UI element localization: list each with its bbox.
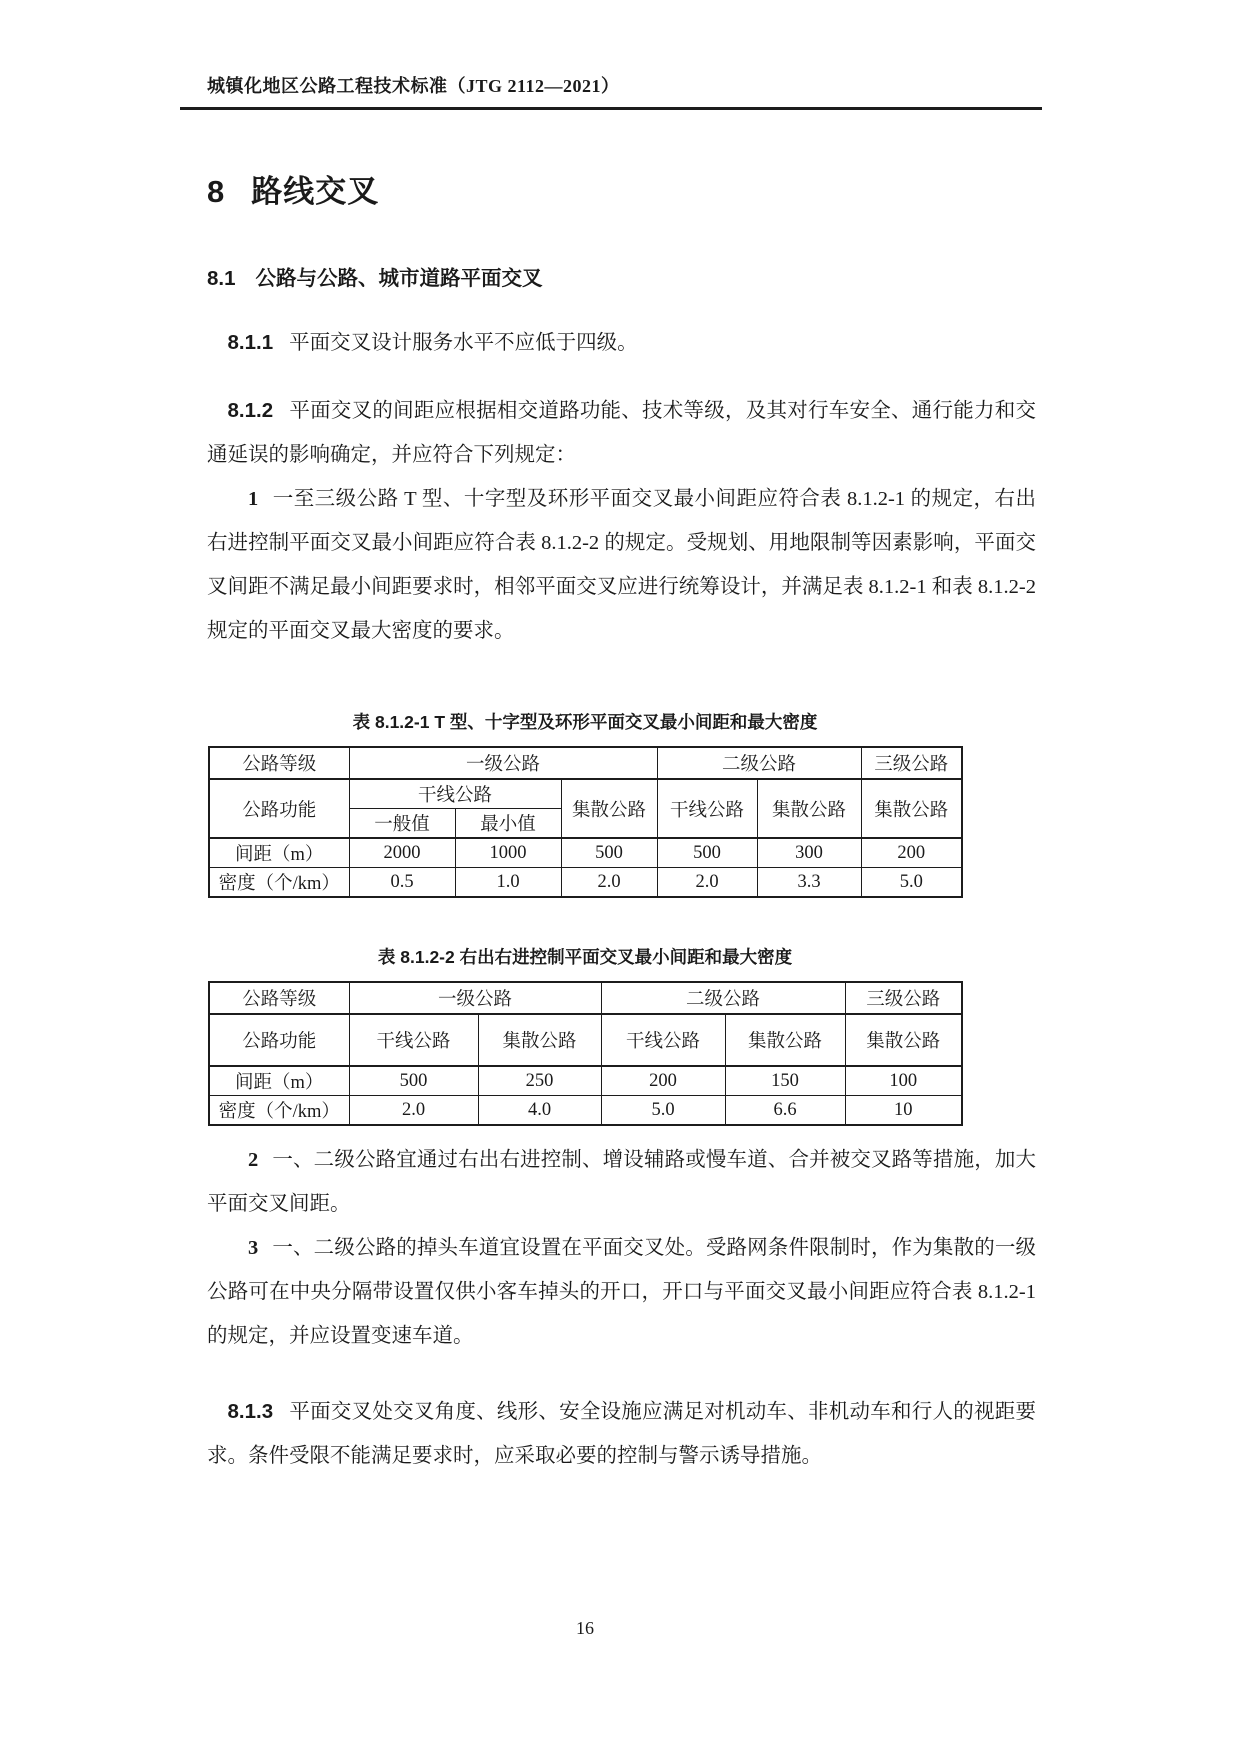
header-cell: 最小值 — [455, 809, 561, 839]
table-2-caption: 表 8.1.2-2 右出右进控制平面交叉最小间距和最大密度 — [377, 947, 793, 967]
clause-number: 8.1.2 — [227, 399, 274, 422]
header-cell: 公路功能 — [209, 1014, 349, 1066]
table-row-density — [209, 1096, 962, 1126]
table-1-caption: 表 8.1.2-1 T 型、十字型及环形平面交叉最小间距和最大密度 — [352, 712, 818, 732]
chapter-title — [180, 166, 1042, 211]
clause-8-1-3 — [180, 1390, 1036, 1478]
table-row-density — [209, 868, 962, 898]
header-cell: 集散公路 — [561, 779, 657, 838]
data-cell: 10 — [845, 1096, 962, 1126]
header-cell: 公路等级 — [209, 747, 349, 779]
header-cell: 干线公路 — [349, 1014, 478, 1066]
header-cell: 公路功能 — [209, 779, 349, 838]
item-text: 一至三级公路 T 型、十字型及环形平面交叉最小间距应符合表 8.1.2-1 的规定，右出右进控制平面交叉最小间距应符合表 8.1.2-2 的规定。受规划、用地限制等因素影响，平面交叉间距不满足最小间距要求时，相邻平面交叉应进行统筹设计，并满足表 8.1.2-1 和表 8.1.2-2 规定的平面交叉最大密度的要求。 — [207, 488, 1036, 642]
chapter-title-text: 路线交叉 — [251, 174, 380, 209]
header-cell: 集散公路 — [845, 1014, 962, 1066]
row-label-cell: 密度（个/km） — [209, 868, 349, 898]
clause-text: 平面交叉设计服务水平不应低于四级。 — [289, 332, 638, 354]
data-cell: 300 — [757, 838, 861, 868]
header-cell: 集散公路 — [757, 779, 861, 838]
row-label-cell: 间距（m） — [209, 1066, 349, 1096]
page-content — [180, 0, 1042, 1478]
data-cell: 2.0 — [657, 868, 757, 898]
data-cell: 3.3 — [757, 868, 861, 898]
data-cell: 2.0 — [349, 1096, 478, 1126]
list-item-2 — [180, 1138, 1036, 1226]
header-cell: 三级公路 — [861, 747, 962, 779]
data-cell: 1.0 — [455, 868, 561, 898]
header-cell: 公路等级 — [209, 982, 349, 1014]
data-cell: 500 — [349, 1066, 478, 1096]
data-cell: 250 — [478, 1066, 601, 1096]
data-cell: 2000 — [349, 838, 455, 868]
list-item-1 — [180, 477, 1036, 653]
table-row-grade — [209, 982, 962, 1014]
header-title: 城镇化地区公路工程技术标准（JTG 2112—2021） — [207, 76, 620, 96]
table-8-1-2-2 — [208, 981, 963, 1126]
header-cell: 二级公路 — [601, 982, 845, 1014]
data-cell: 6.6 — [725, 1096, 845, 1126]
section-heading — [180, 261, 1042, 291]
row-label-cell: 密度（个/km） — [209, 1096, 349, 1126]
clause-8-1-2 — [180, 389, 1036, 477]
table-8-1-2-1 — [208, 746, 963, 898]
header-cell: 干线公路 — [657, 779, 757, 838]
table-row-spacing — [209, 1066, 962, 1096]
clause-number: 8.1.3 — [227, 1400, 274, 1423]
data-cell: 500 — [657, 838, 757, 868]
clause-number: 8.1.1 — [227, 331, 274, 354]
data-cell: 100 — [845, 1066, 962, 1096]
clause-text: 平面交叉的间距应根据相交道路功能、技术等级，及其对行车安全、通行能力和交通延误的影响确定，并应符合下列规定： — [207, 400, 1036, 466]
table-row-function — [209, 1014, 962, 1066]
header-cell: 集散公路 — [725, 1014, 845, 1066]
data-cell: 500 — [561, 838, 657, 868]
data-cell: 5.0 — [601, 1096, 725, 1126]
clause-text: 平面交叉处交叉角度、线形、安全设施应满足对机动车、非机动车和行人的视距要求。条件受限不能满足要求时，应采取必要的控制与警示诱导措施。 — [207, 1401, 1036, 1467]
clause-8-1-1 — [180, 321, 1036, 365]
section-number: 8.1 — [207, 267, 236, 290]
table-row-spacing — [209, 838, 962, 868]
header-cell: 干线公路 — [349, 779, 561, 809]
data-cell: 1000 — [455, 838, 561, 868]
data-cell: 0.5 — [349, 868, 455, 898]
header-cell: 一般值 — [349, 809, 455, 839]
table-row-grade — [209, 747, 962, 779]
page-number: 16 — [576, 1618, 594, 1638]
item-number: 3 — [248, 1237, 259, 1259]
header-cell: 干线公路 — [601, 1014, 725, 1066]
header-cell: 一级公路 — [349, 747, 657, 779]
header-cell: 集散公路 — [478, 1014, 601, 1066]
data-cell: 200 — [601, 1066, 725, 1096]
header-cell: 一级公路 — [349, 982, 601, 1014]
data-cell: 150 — [725, 1066, 845, 1096]
item-text: 一、二级公路宜通过右出右进控制、增设辅路或慢车道、合并被交叉路等措施，加大平面交叉间距。 — [207, 1149, 1036, 1215]
header-cell: 二级公路 — [657, 747, 861, 779]
header-cell: 三级公路 — [845, 982, 962, 1014]
list-item-3 — [180, 1226, 1036, 1358]
item-number: 1 — [248, 488, 259, 510]
row-label-cell: 间距（m） — [209, 838, 349, 868]
data-cell: 200 — [861, 838, 962, 868]
item-text: 一、二级公路的掉头车道宜设置在平面交叉处。受路网条件限制时，作为集散的一级公路可在中央分隔带设置仅供小客车掉头的开口，开口与平面交叉最小间距应符合表 8.1.2-1 的规定，并应设置变速车道。 — [207, 1237, 1036, 1347]
chapter-number: 8 — [207, 174, 226, 209]
table-row-function — [209, 779, 962, 809]
header-cell: 集散公路 — [861, 779, 962, 838]
data-cell: 4.0 — [478, 1096, 601, 1126]
section-title-text: 公路与公路、城市道路平面交叉 — [255, 267, 543, 290]
page-header — [180, 0, 1042, 110]
data-cell: 5.0 — [861, 868, 962, 898]
item-number: 2 — [248, 1149, 259, 1171]
data-cell: 2.0 — [561, 868, 657, 898]
